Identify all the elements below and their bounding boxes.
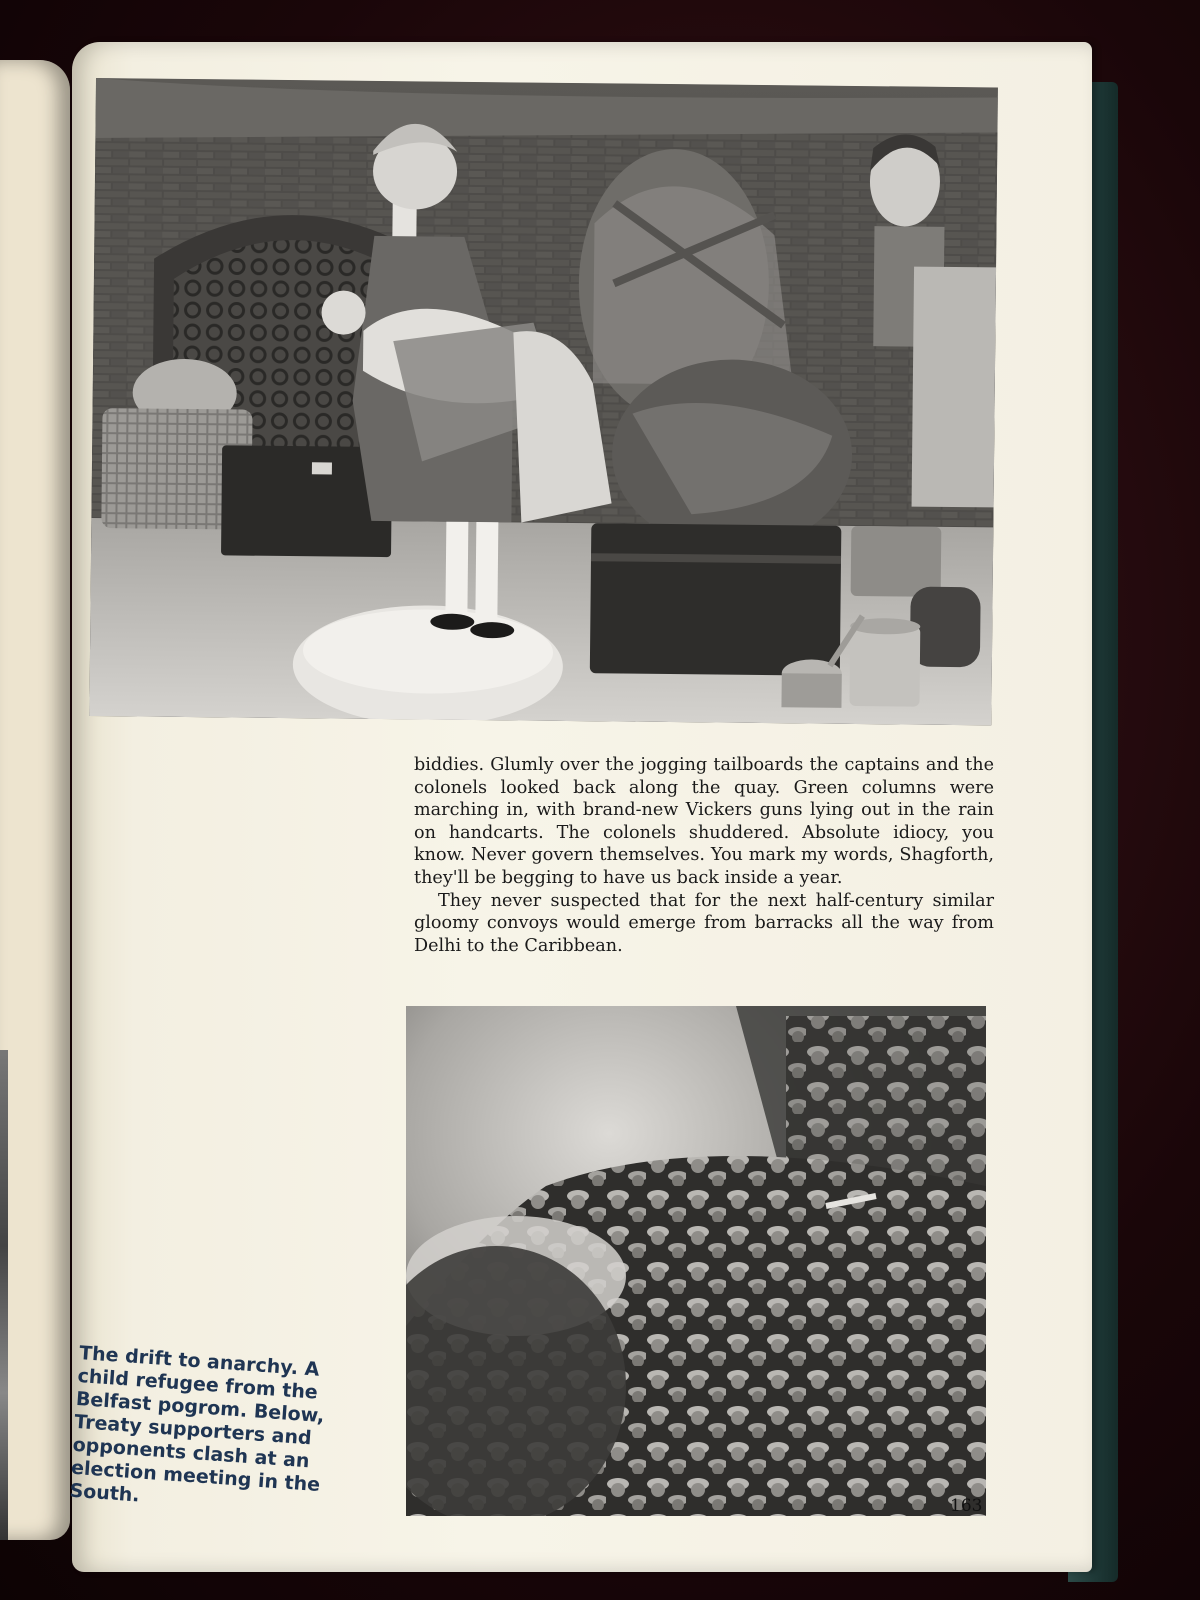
election-crowd-photo-drawing <box>406 1006 986 1516</box>
refugee-child-photo <box>89 78 998 725</box>
refugee-child-photo-drawing <box>89 78 998 725</box>
election-crowd-photo <box>406 1006 986 1516</box>
body-paragraph: biddies. Glumly over the jogging tailboards the captains and the colonels looked back along the quay. Green columns were marching in, with brand-new Vickers guns lying out in the rain on handcarts. The colonels shuddered. Absolute idiocy, you know. Never govern themselves. You mark my words, Shagforth, they'll be begging to have us back inside a year. <box>414 755 994 888</box>
body-paragraph: They never suspected that for the next half-century similar gloomy convoys would emerge from barracks all the way from Delhi to the Caribbean. <box>414 890 994 956</box>
article-body-text <box>414 754 994 957</box>
book-page <box>68 42 1092 1572</box>
facing-page-photo-edge <box>0 1050 8 1540</box>
photo-caption: The drift to anarchy. A child refugee from the Belfast pogrom. Below, Treaty supporters and opponents clash at an election meeting in the South. <box>68 1342 325 1507</box>
page-number: 163 <box>950 1496 983 1516</box>
facing-page-edge <box>0 60 70 1540</box>
